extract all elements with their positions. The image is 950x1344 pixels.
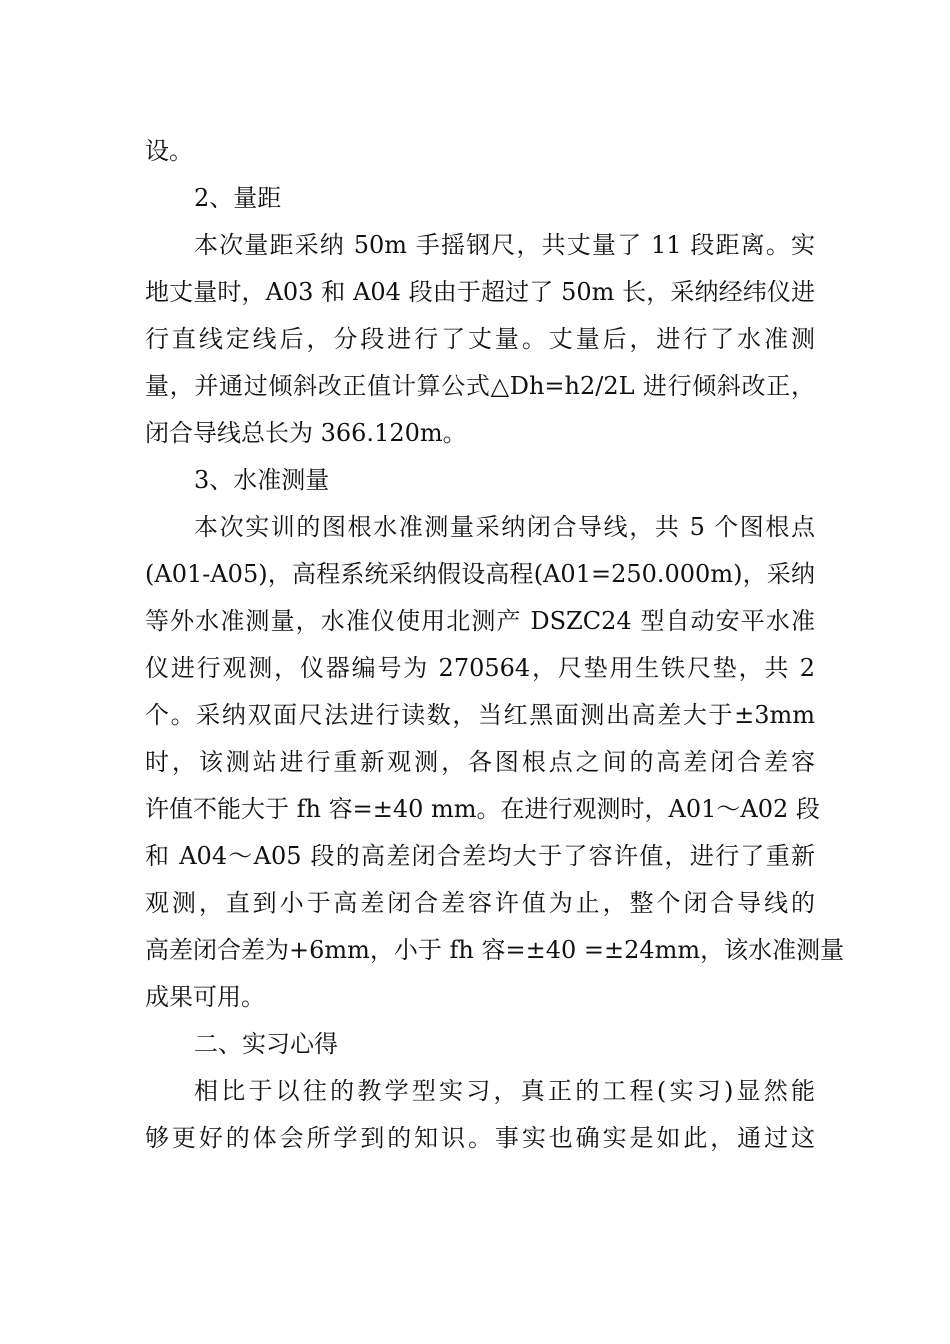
- text-line: 行直线定线后，分段进行了丈量。丈量后，进行了水准测: [145, 325, 815, 353]
- text-line: 本次实训的图根水准测量采纳闭合导线，共 5 个图根点: [194, 513, 815, 541]
- text-line: 设。: [145, 137, 193, 165]
- text-line: 够更好的体会所学到的知识。事实也确实是如此，通过这: [145, 1124, 815, 1152]
- text-line: 许值不能大于 fh 容=±40 mm。在进行观测时，A01～A02 段: [145, 795, 820, 823]
- text-line: 仪进行观测，仪器编号为 270564，尺垫用生铁尺垫，共 2: [145, 654, 815, 682]
- body-text: [145, 128, 845, 1162]
- text-line: 和 A04～A05 段的高差闭合差均大于了容许值，进行了重新: [145, 842, 815, 870]
- section-heading: 3、水准测量: [194, 466, 330, 494]
- text-line: 闭合导线总长为 366.120m。: [145, 419, 467, 447]
- text-line: 观测，直到小于高差闭合差容许值为止，整个闭合导线的: [145, 889, 815, 917]
- text-line: 等外水准测量，水准仪使用北测产 DSZC24 型自动安平水准: [145, 607, 815, 635]
- section-heading: 二、实习心得: [194, 1030, 338, 1058]
- text-line: 量，并通过倾斜改正值计算公式△Dh=h2/2L 进行倾斜改正，: [145, 372, 815, 400]
- section-heading: 2、量距: [194, 184, 282, 212]
- text-line: 地丈量时，A03 和 A04 段由于超过了 50m 长，采纳经纬仪进: [145, 278, 815, 306]
- text-line: 相比于以往的教学型实习，真正的工程(实习)显然能: [194, 1077, 815, 1105]
- text-line: (A01-A05)，高程系统采纳假设高程(A01=250.000m)，采纳: [145, 560, 815, 588]
- text-line: 个。采纳双面尺法进行读数，当红黑面测出高差大于±3mm: [145, 701, 815, 729]
- text-line: 本次量距采纳 50m 手摇钢尺，共丈量了 11 段距离。实: [194, 231, 815, 259]
- text-line: 时，该测站进行重新观测，各图根点之间的高差闭合差容: [145, 748, 815, 776]
- text-line: 成果可用。: [145, 983, 265, 1011]
- text-line: 高差闭合差为+6mm，小于 fh 容=±40 =±24mm，该水准测量: [145, 936, 845, 964]
